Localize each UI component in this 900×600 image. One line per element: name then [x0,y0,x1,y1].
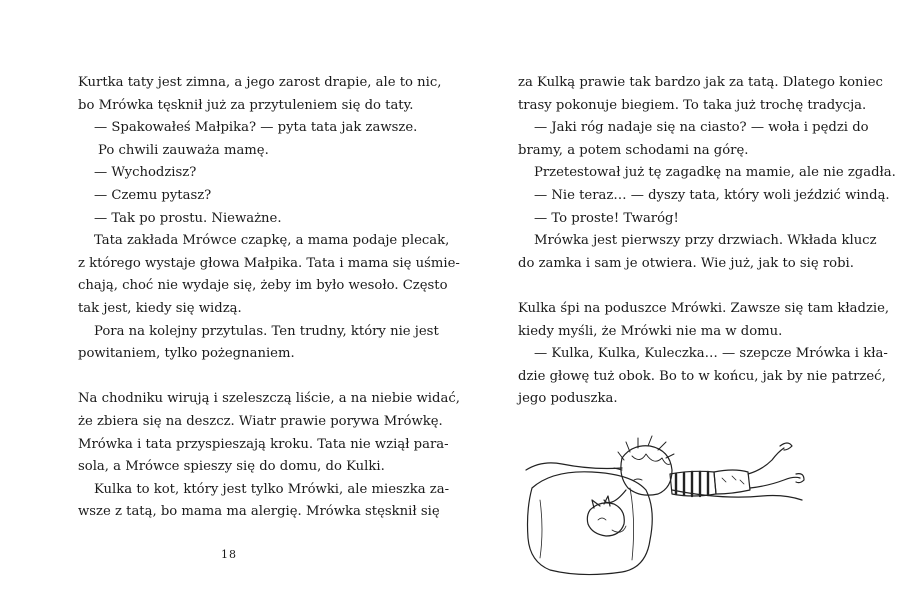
pillow-fold [540,500,542,558]
dialogue-line: — Kulka, Kulka, Kuleczka… — szepcze Mrówka i kła- [534,346,888,362]
child-trousers [714,470,750,494]
child-eye [634,479,642,480]
child-head [621,446,672,495]
section-break [518,275,838,298]
text-line: sola, a Mrówce spieszy się do domu, do Kulki. [78,459,385,475]
dialogue-line: — Spakowałeś Małpika? — pyta tata jak zawsze. [94,120,418,136]
dialogue-line: — Wychodzisz? [94,165,197,181]
text-line: dzie głowę tuż obok. Bo to w końcu, jak by nie patrzeć, [518,368,886,384]
trousers-pattern [722,476,744,484]
text-line: że zbiera się na deszcz. Wiatr prawie porywa Mrówkę. [78,413,443,429]
blanket-line [526,463,622,470]
text-line: Pora na kolejny przytulas. Ten trudny, który nie jest [94,323,439,339]
text-line: trasy pokonuje biegiem. To taka już trochę tradycja. [518,97,867,113]
text-line: Przetestował już tę zagadkę na mamie, ale nie zgadła. [534,165,896,181]
child-hair [632,454,670,464]
text-line: z którego wystaje głowa Małpika. Tata i mama się uśmie- [78,255,460,271]
page-number: 18 [221,548,237,561]
dialogue-line: — Tak po prostu. Nieważne. [94,210,282,226]
text-line: kiedy myśli, że Mrówki nie ma w domu. [518,323,783,339]
text-line: jego poduszka. [518,391,618,407]
text-line: za Kulką prawie tak bardzo jak za tatą. Dlatego koniec [518,75,883,90]
dialogue-line: — Jaki róg nadaje się na ciasto? — woła i pędzi do [534,120,869,136]
text-line: do zamka i sam je otwiera. Wie już, jak to się robi. [518,255,854,271]
dialogue-line: — Czemu pytasz? [94,187,212,203]
child-leg [750,477,800,488]
text-line: wsze z tatą, bo mama ma alergię. Mrówka stęsknił się [78,504,440,520]
text-line: chają, choć nie wydaje się, żeby im było wesoło. Często [78,278,448,294]
text-line: Mrówka jest pierwszy przy drzwiach. Wkłada klucz [534,233,877,249]
text-line: Tata zakłada Mrówce czapkę, a mama podaje plecak, [94,233,450,249]
dialogue-line: — To proste! Twaróg! [534,210,679,226]
text-line: Kulka to kot, który jest tylko Mrówki, ale mieszka za- [94,481,450,497]
text-line: Po chwili zauważa mamę. [98,142,269,158]
text-line: Kurtka taty jest zimna, a jego zarost drapie, ale to nic, [78,75,442,90]
pillow-fold [630,488,634,560]
cat-eye [598,518,606,520]
dialogue-line: — Nie teraz… — dyszy tata, który woli jeździć windą. [534,187,890,203]
section-break [78,366,392,389]
text-line: bramy, a potem schodami na górę. [518,142,749,158]
text-line: Na chodniku wirują i szeleszczą liście, a na niebie widać, [78,391,460,407]
child-leg [748,448,784,474]
text-line: Mrówka i tata przyspieszają kroku. Tata nie wziął para- [78,436,449,452]
child-and-cat-on-pillow-illustration [522,430,807,580]
text-line: tak jest, kiedy się widzą. [78,300,242,316]
right-page-text [518,72,896,411]
text-line: bo Mrówka tęsknił już za przytuleniem się do taty. [78,97,414,113]
left-page-text [78,72,460,524]
text-line: Kulka śpi na poduszce Mrówki. Zawsze się tam kładzie, [518,300,890,316]
text-line: powitaniem, tylko pożegnaniem. [78,346,295,362]
